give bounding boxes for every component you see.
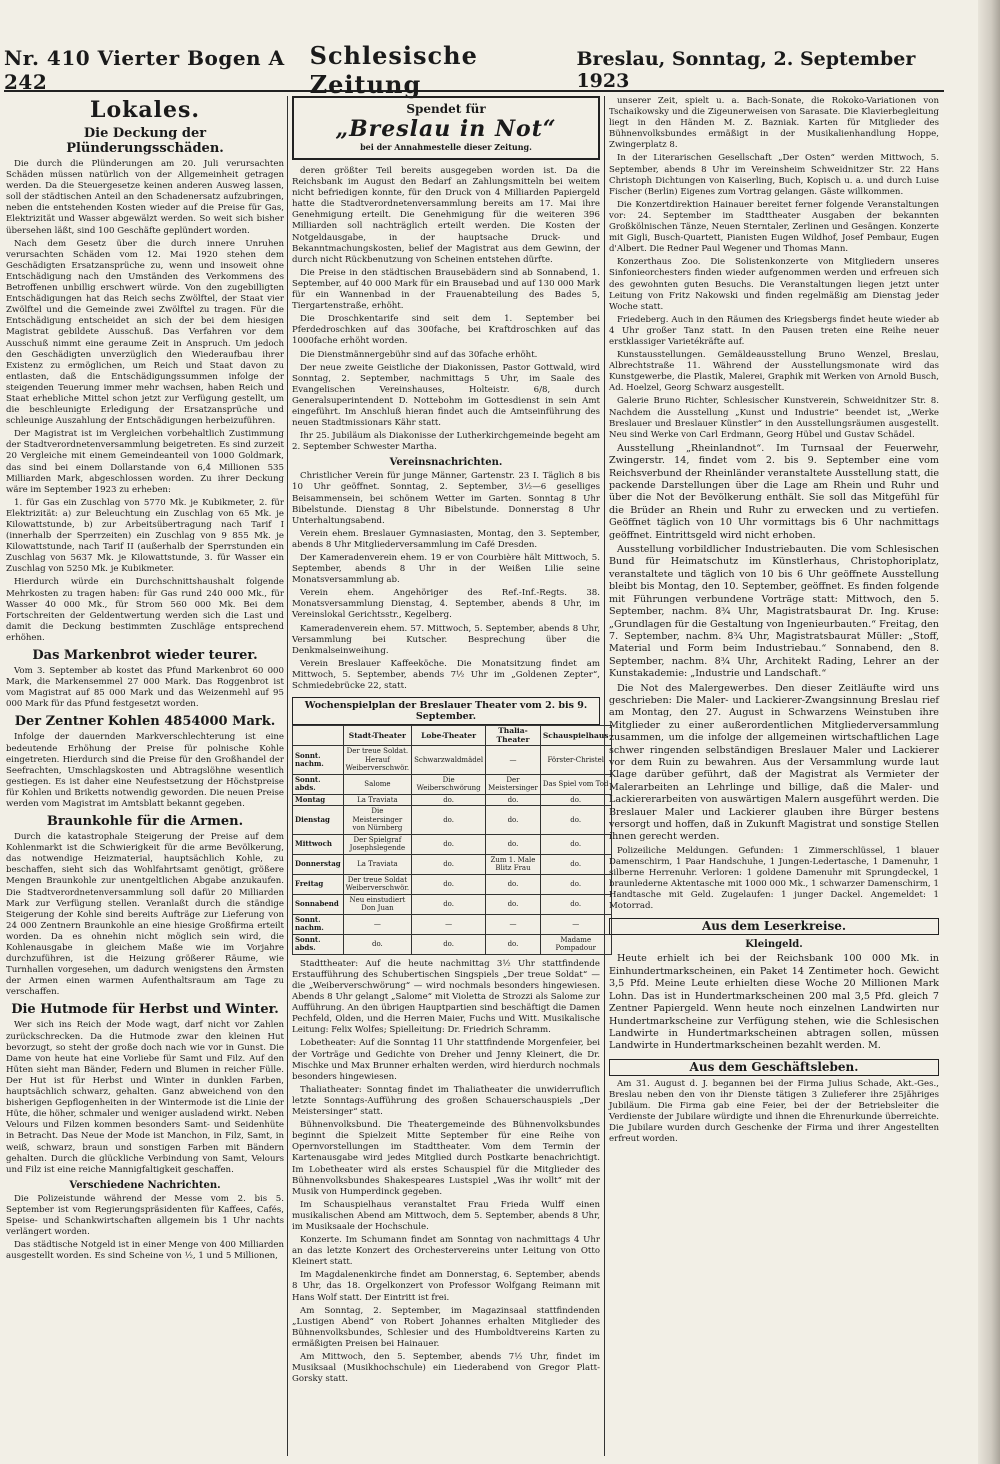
table-cell: Der Spielgraf Josephslegende (343, 834, 411, 854)
table-header-cell: Stadt-Theater (343, 726, 411, 746)
article-heading: Der Zentner Kohlen 4854000 Mark. (14, 714, 276, 730)
article-subheading: Kleingeld. (745, 939, 803, 951)
table-cell: do. (540, 834, 611, 854)
table-cell: — (412, 914, 486, 934)
article-paragraph: Nach dem Gesetz über die durch innere Unruhen verursachten Schäden vom 12. Mai 1920 stehen dem Geschädigten Ersatzansprüche zu, wenn und insoweit ohne Entschädigung nach den Umständen des Verkommens des Betroffenen unbillig erschwert würde. Von den zugebilligten Entschädigungen hat das Reich sechs Zwölftel, der Staat vier Zwölftel und die Gemeinde zwei Zwölftel zu tragen. Für die Entschädigung entscheidet an sich der bei dem hiesigen Magistrat gebildete Ausschuß. Das Verfahren vor dem Ausschuß nimmt eine geraume Zeit in Anspruch. Um jedoch den Geschädigten unverzüglich den Wiederaufbau ihrer Existenz zu ermöglichen, um Reich und Staat davon zu entlasten, daß die Entschädigungssummen infolge der steigenden Teuerung immer mehr wachsen, haben Reich und Staat erhebliche Mittel schon jetzt zur Verfügung gestellt, um die beschleunigte Erledigung der Ersatzansprüche und schleunige Auszahlung der Entschädigungen herbeizuführen. (6, 238, 284, 427)
table-row (293, 894, 612, 914)
table-cell: Neu einstudiert Don Juan (343, 894, 411, 914)
table-header-cell: Schauspielhaus (540, 726, 611, 746)
table-row (293, 806, 612, 835)
table-row (293, 794, 612, 806)
table-cell: — (486, 914, 541, 934)
table-cell: Der treue Soldat Weiberverschwör. (343, 874, 411, 894)
table-cell: Das Spiel vom Tod (540, 774, 611, 794)
issue-number: Nr. 410 Vierter Bogen A 242 (4, 46, 285, 94)
table-day-cell: Sonnabend (293, 894, 344, 914)
table-cell: do. (412, 854, 486, 874)
column-rule-1 (287, 96, 288, 1456)
article-paragraph: Konzerte. Im Schumann findet am Sonntag von nachmittags 4 Uhr an das letzte Konzert des Orchestervereins unter Leitung von Otto Kleinert statt. (292, 1235, 600, 1268)
table-cell: La Traviata (343, 854, 411, 874)
article-subheading: Verschiedene Nachrichten. (69, 1179, 221, 1191)
table-cell: do. (412, 874, 486, 894)
table-cell: do. (540, 874, 611, 894)
article-paragraph: Ausstellung „Rheinlandnot“. Im Turnsaal der Feuerwehr, Zwingerstr. 14, findet vom 2. bis 9. September eine vom Reichsverbund der Rheinländer veranstaltete Ausstellung statt, die packende Darstellungen über die Lage am Rhein und Ruhr und über die Not der Bevölkerung enthält. Sie soll das Mitgefühl für die Brüder an Rhein und Ruhr zu erwecken und zu vertiefen. Geöffnet täglich von 10 Uhr vormittags bis 6 Uhr nachmittags geöffnet. Eintrittsgeld wird nicht erhoben. (609, 442, 939, 541)
article-paragraph: Der Kameradenverein ehem. 19 er von Courbière hält Mittwoch, 5. September, abends 8 Uhr in der Weißen Lilie seine Monatsversammlung ab. (292, 553, 600, 586)
table-cell: do. (412, 934, 486, 954)
table-cell: — (540, 914, 611, 934)
table-cell: do. (486, 894, 541, 914)
article-paragraph: Die Polizeistunde während der Messe vom 2. bis 5. September ist vom Regierungspräsidenten für Kaffees, Cafés, Speise- und Schankwirtschaften allgemein bis 1 Uhr nachts verlängert worden. (6, 1193, 284, 1238)
article-paragraph: Verein ehem. Angehöriger des Ref.-Inf.-Regts. 38. Monatsversammlung Dienstag, 4. September, abends 8 Uhr, im Vereinslokal Gerichtsstr., Kegelberg. (292, 588, 600, 621)
table-row (293, 774, 612, 794)
table-row (293, 746, 612, 775)
table-day-cell: Sonnt. nachm. (293, 914, 344, 934)
article-paragraph: Verein Breslauer Kaffeeköche. Die Monatsitzung findet am Mittwoch, 5. September, abends 7½ Uhr im „Goldenen Zepter“, Schmiedebrücke 22, statt. (292, 658, 600, 692)
table-day-cell: Donnerstag (293, 854, 344, 874)
table-cell: Förster-Christel (540, 746, 611, 775)
table-cell: La Traviata (343, 794, 411, 806)
table-cell: Schwarzwaldmädel (412, 746, 486, 775)
column-1 (6, 96, 284, 1456)
table-cell: do. (486, 874, 541, 894)
table-row (293, 854, 612, 874)
table-cell: do. (412, 894, 486, 914)
article-paragraph: Kameradenverein ehem. 57. Mittwoch, 5. September, abends 8 Uhr, Versammlung bei Kutscher. Besprechung über die Denkmalseinweihung. (292, 623, 600, 656)
article-paragraph: Vom 3. September ab kostet das Pfund Markenbrot 60 000 Mark, die Markensemmel 27 000 Mark. Das Roggenbrot ist vom Magistrat auf 85 000 Mark und das Weizenmehl auf 95 000 Mark für das Pfund festgesetzt worden. (6, 666, 284, 710)
table-row (293, 914, 612, 934)
section-heading-lokales: Lokales. (89, 97, 201, 123)
article-paragraph: Infolge der dauernden Markverschlechterung ist eine bedeutende Erhöhung der Preise für polnische Kohle eingetreten. Hierdurch sind die Preise für den Großhandel der Seefrachten, Umschlagskosten und Abtragslöhne wesentlich gestiegen. Es ist daher eine Neufestsetzung der Höchstpreise für Kohlen und Briketts notwendig geworden. Die neuen Preise werden vom Magistrat im Amtsblatt bekannt gegeben. (6, 732, 284, 809)
article-subheading: Vereinsnachrichten. (389, 457, 503, 469)
article-paragraph: Friedeberg. Auch in den Räumen des Kriegsbergs findet heute wieder ab 4 Uhr großer Tanz statt. In den Pausen treten eine Reihe neuer erstklassiger Varietékräfte auf. (609, 314, 939, 347)
article-paragraph: Die Droschkentarife sind seit dem 1. September bei Pferdedroschken auf das 300fache, bei Kraftdroschken auf das 1000fache erhöht worden. (292, 314, 600, 347)
table-day-cell: Montag (293, 794, 344, 806)
appeal-headline: „Breslau in Not“ (335, 116, 557, 142)
article-paragraph: Im Magdalenenkirche findet am Donnerstag, 6. September, abends 8 Uhr, das 18. Orgelkonzert von Professor Wolfgang Reimann mit Hans Wolf statt. Der Eintritt ist frei. (292, 1270, 600, 1303)
table-header-cell: Thalia-Theater (486, 726, 541, 746)
issue-date: Breslau, Sonntag, 2. September 1923 (576, 48, 916, 92)
article-paragraph: Ausstellung vorbildlicher Industriebauten. Die vom Schlesischen Bund für Heimatschutz im Künstlerhaus, Christophoriplatz, veranstaltete und täglich von 10 bis 6 Uhr geöffnete Ausstellung bleibt bis Montag, den 10. September, geöffnet. Es finden folgende mit Führungen verbundene Vorträge statt: Mittwoch, den 5. September, nachm. 8¾ Uhr, Magistratsbaurat Dr. Ing. Kruse: „Grundlagen für die Gestaltung von Ingenieurbauten.“ Freitag, den 7. September, nachm. 8¾ Uhr, Magistratsbaurat Müller: „Stoff, Material und Form beim Industriebau.“ Sonnabend, den 8. September, nachm. 8¾ Uhr, Architekt Rading, Lehrer an der Kunstakademie: „Industrie und Landschaft.“ (609, 544, 939, 680)
table-day-cell: Sonnt. nachm. (293, 746, 344, 775)
table-cell: do. (486, 934, 541, 954)
article-paragraph: Die durch die Plünderungen am 20. Juli verursachten Schäden müssen natürlich von der Allgemeinheit getragen werden. Da die Steuergesetze keinen anderen Ausweg lassen, soll der städtischen Anteil an den Schadenersatz aufzubringen, neben die entstehenden Kosten wieder auf die Preise für Gas, Elektrizität und Wasser abgewälzt werden. So weit sich bisher übersehen läßt, sind 100 Geschäfte geplündert worden. (6, 159, 284, 236)
appeal-note: bei der Annahmestelle dieser Zeitung. (360, 142, 532, 152)
table-cell: do. (540, 894, 611, 914)
table-cell: do. (412, 794, 486, 806)
appeal-small-text: Spendet für (406, 102, 486, 116)
table-cell: Die Meistersinger von Nürnberg (343, 806, 411, 835)
article-paragraph: Thaliatheater: Sonntag findet im Thaliatheater die unwiderruflich letzte Sonntags-Aufführung des großen Schauerschauspiels „Der Meistersinger“ statt. (292, 1084, 600, 1118)
table-cell: Der treue Soldat. Herauf Weiberverschwör. (343, 746, 411, 775)
table-cell: Zum 1. Male Blitz Frau (486, 854, 541, 874)
article-paragraph: Christlicher Verein für junge Männer, Gartenstr. 23 I. Täglich 8 bis 10 Uhr geöffnet. Sonntag, 2. September, 3½—6 geselliges Beisammensein, bei schönem Wetter im Garten. Sonntag 8 Uhr Bibelstunde. Dienstag 8 Uhr Bibelstunde. Donnerstag 8 Uhr Unterhaltungsabend. (292, 471, 600, 526)
table-cell: do. (486, 794, 541, 806)
article-paragraph: Durch die katastrophale Steigerung der Preise auf dem Kohlenmarkt ist die Schwierigkeit für die arme Bevölkerung, das notwendige Heizmaterial, hauptsächlich Kohle, zu beschaffen, sieht sich das Wohlfahrtsamt genötigt, größere Mengen Braunkohle zur unentgeltlichen Abgabe anzukaufen. Die Stadtverordnetenversammlung soll dafür 20 Milliarden Mark zur Verfügung stellen. Veranlaßt durch die ständige Steigerung der Kohle sind bereits Aufträge zur Lieferung von 24 000 Zentnern Braunkohle an eine hiesige Großfirma erteilt worden. Da es ohnehin nicht möglich sein wird, die Kohlenausgabe in gleichem Maße wie im Vorjahre durchzuführen, ist die Heizung größerer Räume, wie Turnhallen vorgesehen, um dadurch wenigstens den Ärmsten der Armen einen warmen Aufenthaltsraum am Tage zu verschaffen. (6, 832, 284, 998)
table-row (293, 834, 612, 854)
section-heading-geschaeftsleben: Aus dem Geschäftsleben. (609, 1059, 939, 1076)
table-cell: Madame Pompadour (540, 934, 611, 954)
article-paragraph: Wer sich ins Reich der Mode wagt, darf nicht vor Zahlen zurückschrecken. Da die Hutmode zwar den kleinen Hut bevorzugt, so steht der große doch nach wie vor in Gunst. Die Dame von heute hat eine Vorliebe für Samt und Filz. Auf den Hüten sieht man Bänder, Federn und Blumen in reicher Fülle. Der Hut ist für Herbst und Winter in dunklen Farben, hauptsächlich schwarz, gehalten. Ganz abweichend von den bisherigen Gepflogenheiten in der Wintermode ist die Linie der Hüte, die höher, schmaler und weniger ausladend wirkt. Neben Velours und Filzen kommen besonders Samt- und Seidenhüte in Betracht. Das Neue der Mode ist Manchon, in Filz, Samt, in weiß, schwarz, braun und sonstigen Farben mit Bändern gehalten. Durch die glückliche Verbindung von Samt, Velours und Filz ist eine reiche Mannigfaltigkeit geschaffen. (6, 1020, 284, 1175)
page-binding-edge (978, 0, 1000, 1464)
article-heading: Das Markenbrot wieder teurer. (32, 648, 258, 664)
table-header-cell: Lobe-Theater (412, 726, 486, 746)
table-cell: do. (412, 834, 486, 854)
article-paragraph: Der neue zweite Geistliche der Diakonissen, Pastor Gottwald, wird Sonntag, 2. September, nachmittags 5 Uhr, im Saale des Evangelischen Vereinshauses, Holteistr. 6/8, durch Generalsuperintendent D. Nottebohm im Gottesdienst in sein Amt eingeführt. Im Anschluß hieran findet auch die Amtseinführung des neuen Stadtmissionars Kähr statt. (292, 362, 600, 429)
table-cell: do. (540, 806, 611, 835)
article-paragraph: Stadttheater: Auf die heute nachmittag 3½ Uhr stattfindende Erstaufführung des Schubertischen Singspiels „Der treue Soldat“ — die „Weiberverschwörung“ — wird nochmals besonders hingewiesen. Abends 8 Uhr gelangt „Salome“ mit Violetta de Strozzi als Salome zur Aufführung. An den übrigen Hauptpartien sind beschäftigt die Damen Pechfeld, Olden, und die Herren Maier, Fuchs und Witt. Musikalische Leitung: Felix Wolfes; Spielleitung: Dr. Friedrich Schramm. (292, 958, 600, 1036)
table-day-cell: Dienstag (293, 806, 344, 835)
newspaper-title: Schlesische Zeitung (309, 41, 478, 99)
table-body (293, 746, 612, 955)
article-paragraph: Am Mittwoch, den 5. September, abends 7½ Uhr, findet im Musiksaal (Musikhochschule) ein Liederabend von Gregor Platt-Gorsky statt. (292, 1352, 600, 1385)
table-cell: do. (412, 806, 486, 835)
article-paragraph: Das städtische Notgeld ist in einer Menge von 400 Milliarden ausgestellt worden. Es sind Scheine von ½, 1 und 5 Millionen, (6, 1240, 284, 1262)
table-cell: — (486, 746, 541, 775)
article-paragraph: Am Sonntag, 2. September, im Magazinsaal stattfindenden „Lustigen Abend“ von Robert Johannes erhalten Mitglieder des Bühnenvolksbundes, Schlesier und des Humboldtvereins Karten zu ermäßigten Preisen bei Hainauer. (292, 1305, 600, 1349)
article-paragraph: Am 31. August d. J. begannen bei der Firma Julius Schade, Akt.-Ges., Breslau neben den von ihr Dienste tätigen 3 Zulieferer ihre 25jähriges Jubiläum. Die Firma gab eine Feier, bei der der Betriebsleiter die Verdienste der Jubilare würdigte und ihnen die Ehrenurkunde überreichte. Die Jubilare wurden durch Geschenke der Firma und ihrer Angestellten erfreut worden. (609, 1078, 939, 1145)
article-paragraph: Die Not des Malergewerbes. Den dieser Zeitläufte wird uns geschrieben: Die Maler- und Lackierer-Zwangsinnung Breslau rief am Montag, den 27. August in Schwarzens Weinstuben ihre Mitglieder zu einer außerordentlichen Mitgliederversammlung zusammen, um die infolge der allgemeinen wirtschaftlichen Lage schwer ringenden selbständigen Breslauer Maler und Lackierer vor dem Ruin zu bewahren. Aus der Versammlung wurde laut Klage darüber geführt, daß der Magistrat als Vermieter der Malerarbeiten an Lehrlinge und billige, daß die Maler- und Lackiererarbeiten von auswärtigen Malern ausgeführt werden. Die Breslauer Maler und Lackierer glauben ihre Bürger bestens versorgt und hoffen, daß in Zukunft Magistrat und sonstige Stellen ihnen gerecht werden. (609, 682, 939, 843)
article-paragraph: Kunstausstellungen. Gemäldeausstellung Bruno Wenzel, Breslau, Albrechtstraße 11. Während der Ausstellungsmonate wird das Kunstgewerbe, die Plastik, Malerei, Graphik mit Werken von Arnold Busch, Ad. Hoelzel, Georg Schwarz ausgestellt. (609, 350, 939, 394)
article-paragraph: Der Magistrat ist im Vergleichen vorbehaltlich Zustimmung der Stadtverordnetenversammlung beigetreten. Es sind zurzeit 20 Vergleiche mit einem Gemeindeanteil von 1000 Goldmark, das sind bei einem Dollarstande von 6,4 Millionen 535 Milliarden Mark, abgeschlossen worden. Zu ihrer Deckung wäre im September 1923 zu erheben: (6, 429, 284, 495)
article-paragraph: Bühnenvolksbund. Die Theatergemeinde des Bühnenvolksbundes beginnt die Spielzeit Mitte September für eine Reihe von Opernvorstellungen im Stadttheater. Vom dem Termin der Kartenausgabe wird jedes Mitglied durch Postkarte benachrichtigt. Im Lobetheater wird als erstes Schauspiel für die Mitglieder des Bühnenvolksbundes Shakespeares Lustspiel „Was ihr wollt“ mit der Musik von Humperdinck gegeben. (292, 1120, 600, 1197)
article-heading: Braunkohle für die Armen. (46, 814, 244, 830)
article-paragraph: Die Konzertdirektion Hainauer bereitet ferner folgende Veranstaltungen vor: 24. September im Stadttheater Ausgaben der bekannten Großkölnischen Tänze, Neuen Sterntaler, Zerlinen und Gesängen. Konzerte mit Gigli, Busch-Quartett, Pianisten Eugen Wildhof, Josef Pembaur, Eugen d'Albert. Die Redner Paul Wegener und Thomas Mann. (609, 199, 939, 255)
table-cell: — (343, 914, 411, 934)
article-paragraph: Galerie Bruno Richter, Schlesischer Kunstverein, Schweidnitzer Str. 8. Nachdem die Ausstellung „Kunst und Industrie“ beendet ist, „Werke Breslauer und Breslauer Künstler“ in den Ausstellungsräumen ausgestellt. Neu sind Werke von Carl Erdmann, Georg Hübel und Gustav Schädel. (609, 396, 939, 440)
table-day-cell: Freitag (293, 874, 344, 894)
article-paragraph: Im Schauspielhaus veranstaltet Frau Frieda Wulff einen musikalischen Abend am Mittwoch, dem 5. September, abends 8 Uhr, im Musiksaale der Hochschule. (292, 1199, 600, 1232)
theater-schedule-table (292, 725, 612, 955)
theater-schedule-title: Wochenspielplan der Breslauer Theater vom 2. bis 9. September. (292, 697, 600, 725)
article-paragraph: Ihr 25. Jubiläum als Diakonisse der Lutherkirchgemeinde begeht am 2. September Schwester Martha. (292, 431, 600, 453)
article-heading: Die Deckung der Plünderungsschäden. (66, 126, 224, 156)
article-paragraph: Konzerthaus Zoo. Die Solistenkonzerte von Mitgliedern unseres Sinfonieorchesters finden wieder aufgenommen werden und erfreuen sich des gewohnten guten Besuchs. Die Veranstaltungen liegen jetzt unter Leitung von Fritz Nakowski und finden regelmäßig am Dienstag jeder Woche statt. (609, 257, 939, 312)
article-paragraph: Heute erhielt ich bei der Reichsbank 100 000 Mk. in Einhundertmarkscheinen, ein Paket 14 Zentimeter hoch. Gewicht 3,5 Pfd. Meine Leute erhielten diese Woche 20 Millionen Mark Lohn. Das ist in Hundertmarkscheinen 200 mal 3,5 Pfd. gleich 7 Zentner Papiergeld. Wenn heute noch einzelnen Landwirten nur Hundertmarkscheine zur Verfügung stehen, wie die Schlesischen Landwirte in Hundertmarkscheinen abtragen sollen, müssen Landwirte in Hundertmarkscheinen bezahlt werden. M. (609, 953, 939, 1052)
article-paragraph: Polizeiliche Meldungen. Gefunden: 1 Zimmerschlüssel, 1 blauer Damenschirm, 1 Paar Handschuhe, 1 Jungen-Ledertasche, 1 Damenuhr, 1 silberne Herrenuhr. Verloren: 1 goldene Damenuhr mit Sprungdeckel, 1 braunlederne Aktentasche mit 1000 000 Mk., 1 schwarzer Damenschirm, 1 Handtasche mit Geld. Zugelaufen: 1 junger Dackel. Angemeldet: 1 Motorrad. (609, 845, 939, 912)
table-row (293, 934, 612, 954)
table-day-cell: Sonnt. abds. (293, 934, 344, 954)
table-cell: Der Meistersinger (486, 774, 541, 794)
table-cell: do. (343, 934, 411, 954)
article-paragraph: Die Dienstmännergebühr sind auf das 30fache erhöht. (300, 349, 538, 360)
table-cell: do. (486, 806, 541, 835)
table-cell: Salome (343, 774, 411, 794)
article-heading: Die Hutmode für Herbst und Winter. (11, 1002, 279, 1018)
article-paragraph: In der Literarischen Gesellschaft „Der Osten“ werden Mittwoch, 5. September, abends 8 Uhr im Vereinsheim Schweidnitzer Str. 22 Hans Christoph Dichtungen von Kaiserling, Buch, Kopisch u. a. und durch Luise Fischer (Berlin) Eigenes zum Vortrag gelangen. Gäste willkommen. (609, 153, 939, 197)
table-header-cell (293, 726, 344, 746)
article-paragraph: Hierdurch würde ein Durchschnittshaushalt folgende Mehrkosten zu tragen haben: für Gas rund 240 000 Mk., für Wasser 40 000 Mk., für Strom 560 000 Mk. Bei dem Fortschreiten der Geldentwertung werden sich die Last und damit die Deckung bestimmten Zuschläge entsprechend erhöhen. (6, 577, 284, 643)
table-day-cell: Mittwoch (293, 834, 344, 854)
section-heading-leserkreise: Aus dem Leserkreise. (609, 918, 939, 935)
table-day-cell: Sonnt. abds. (293, 774, 344, 794)
article-paragraph: deren größter Teil bereits ausgegeben worden ist. Da die Reichsbank im August den Bedarf an Zahlungsmitteln bei weitem nicht befriedigen konnte, für den Druck von 4 Milliarden Papiergeld hatte die Stadtverordnetenversammlung bereits am 17. Mai ihre Genehmigung erteilt. Die Genehmigung für die weiteren 396 Milliarden soll nachträglich erteilt werden. Die Kosten der Notgeldausgabe, in der hauptsache Druck- und Bekanntmachungskosten, belief der Magistrat aus dem Gewinn, der durch nicht Rückbenutzung von Scheinen entstehen dürfte. (292, 166, 600, 265)
column-3 (609, 96, 939, 1456)
table-cell: do. (540, 854, 611, 874)
masthead (4, 41, 944, 99)
table-row (293, 874, 612, 894)
table-cell: Die Weiberschwörung (412, 774, 486, 794)
table-cell: do. (540, 794, 611, 806)
donation-appeal-box (292, 96, 600, 160)
table-cell: do. (486, 834, 541, 854)
article-paragraph: unserer Zeit, spielt u. a. Bach-Sonate, die Rokoko-Variationen von Tschaikowsky und die Zigeunerweisen von Sarasate. Die Klavierbegleitung liegt in den Händen M. Z. Bazniak. Karten für Mitglieder des Bühnenvolksbundes ermäßigt in der Musikalienhandlung Hoppe, Zwingerplatz 8. (609, 96, 939, 151)
article-paragraph: Verein ehem. Breslauer Gymnasiasten, Montag, den 3. September, abends 8 Uhr Mitgliederversammlung im Café Dresden. (292, 528, 600, 550)
article-paragraph: 1. für Gas ein Zuschlag von 5770 Mk. je Kubikmeter, 2. für Elektrizität: a) zur Beleuchtung ein Zuschlag von 65 Mk. je Kilowattstunde, b) zur Arbeitsübertragung nach Tarif I (innerhalb der Sperrzeiten) ein Zuschlag von 9 855 Mk. je Kilowattstunde, nach Tarif II (außerhalb der Sperrstunden ein Zuschlag von 5637 Mk. je Kilowattstunde, 3. für Wasser ein Zuschlag von 5250 Mk. je Kubikmeter. (6, 497, 284, 575)
column-2 (292, 96, 609, 1456)
article-paragraph: Lobetheater: Auf die Sonntag 11 Uhr stattfindende Morgenfeier, bei der Vorträge und Gedichte von Dreher und Jenny Kleinert, die Dr. Mischke und Max Brunner erhalten werden, wird hierdurch nochmals besonders hingewiesen. (292, 1038, 600, 1082)
table-header-row (293, 726, 612, 746)
article-paragraph: Die Preise in den städtischen Brausebädern sind ab Sonnabend, 1. September, auf 40 000 Mark für ein Brausebad und auf 130 000 Mark für ein Wannenbad in der Frauenabteilung des Bades 5, Tiergartenstraße, erhöht. (292, 267, 600, 312)
